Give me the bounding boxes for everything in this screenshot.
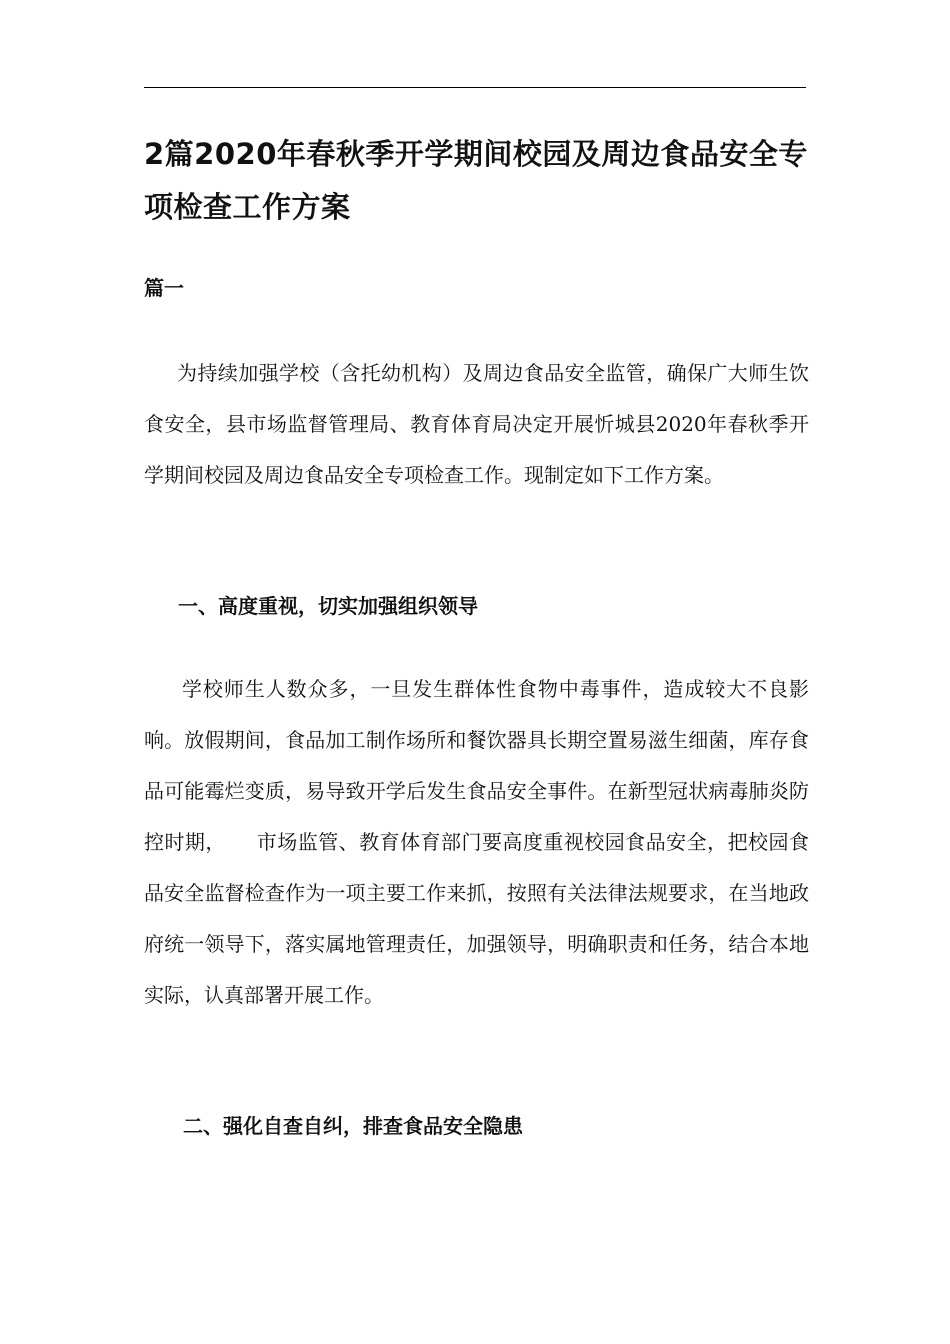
section-label: 篇一 [144, 276, 184, 300]
section-heading-1: 一、高度重视，切实加强组织领导 [178, 594, 478, 618]
document-title: 2篇2020年春秋季开学期间校园及周边食品安全专项检查工作方案 [144, 137, 808, 224]
body-paragraph-1: 学校师生人数众多，一旦发生群体性食物中毒事件，造成较大不良影响。放假期间，食品加工制作场所和餐饮器具长期空置易滋生细菌，库存食品可能霉烂变质，易导致开学后发生食品安全事件。在新型冠状病毒肺炎防控时期， 市场监管、教育体育部门要高度重视校园食品安全，把校园食品安全监督检查作为一项主要工作来抓，按照有关法律法规要求，在当地政府统一领导下，落实属地管理责任，加强领导，明确职责和任务，结合本地实际，认真部署开展工作。 [144, 677, 809, 1007]
section-heading-2: 二、强化自查自纠，排查食品安全隐患 [183, 1114, 523, 1138]
intro-paragraph: 为持续加强学校（含托幼机构）及周边食品安全监管，确保广大师生饮食安全，县市场监督管理局、教育体育局决定开展忻城县2020年春秋季开学期间校园及周边食品安全专项检查工作。现制定如下工作方案。 [144, 361, 809, 487]
header-rule [144, 87, 806, 88]
